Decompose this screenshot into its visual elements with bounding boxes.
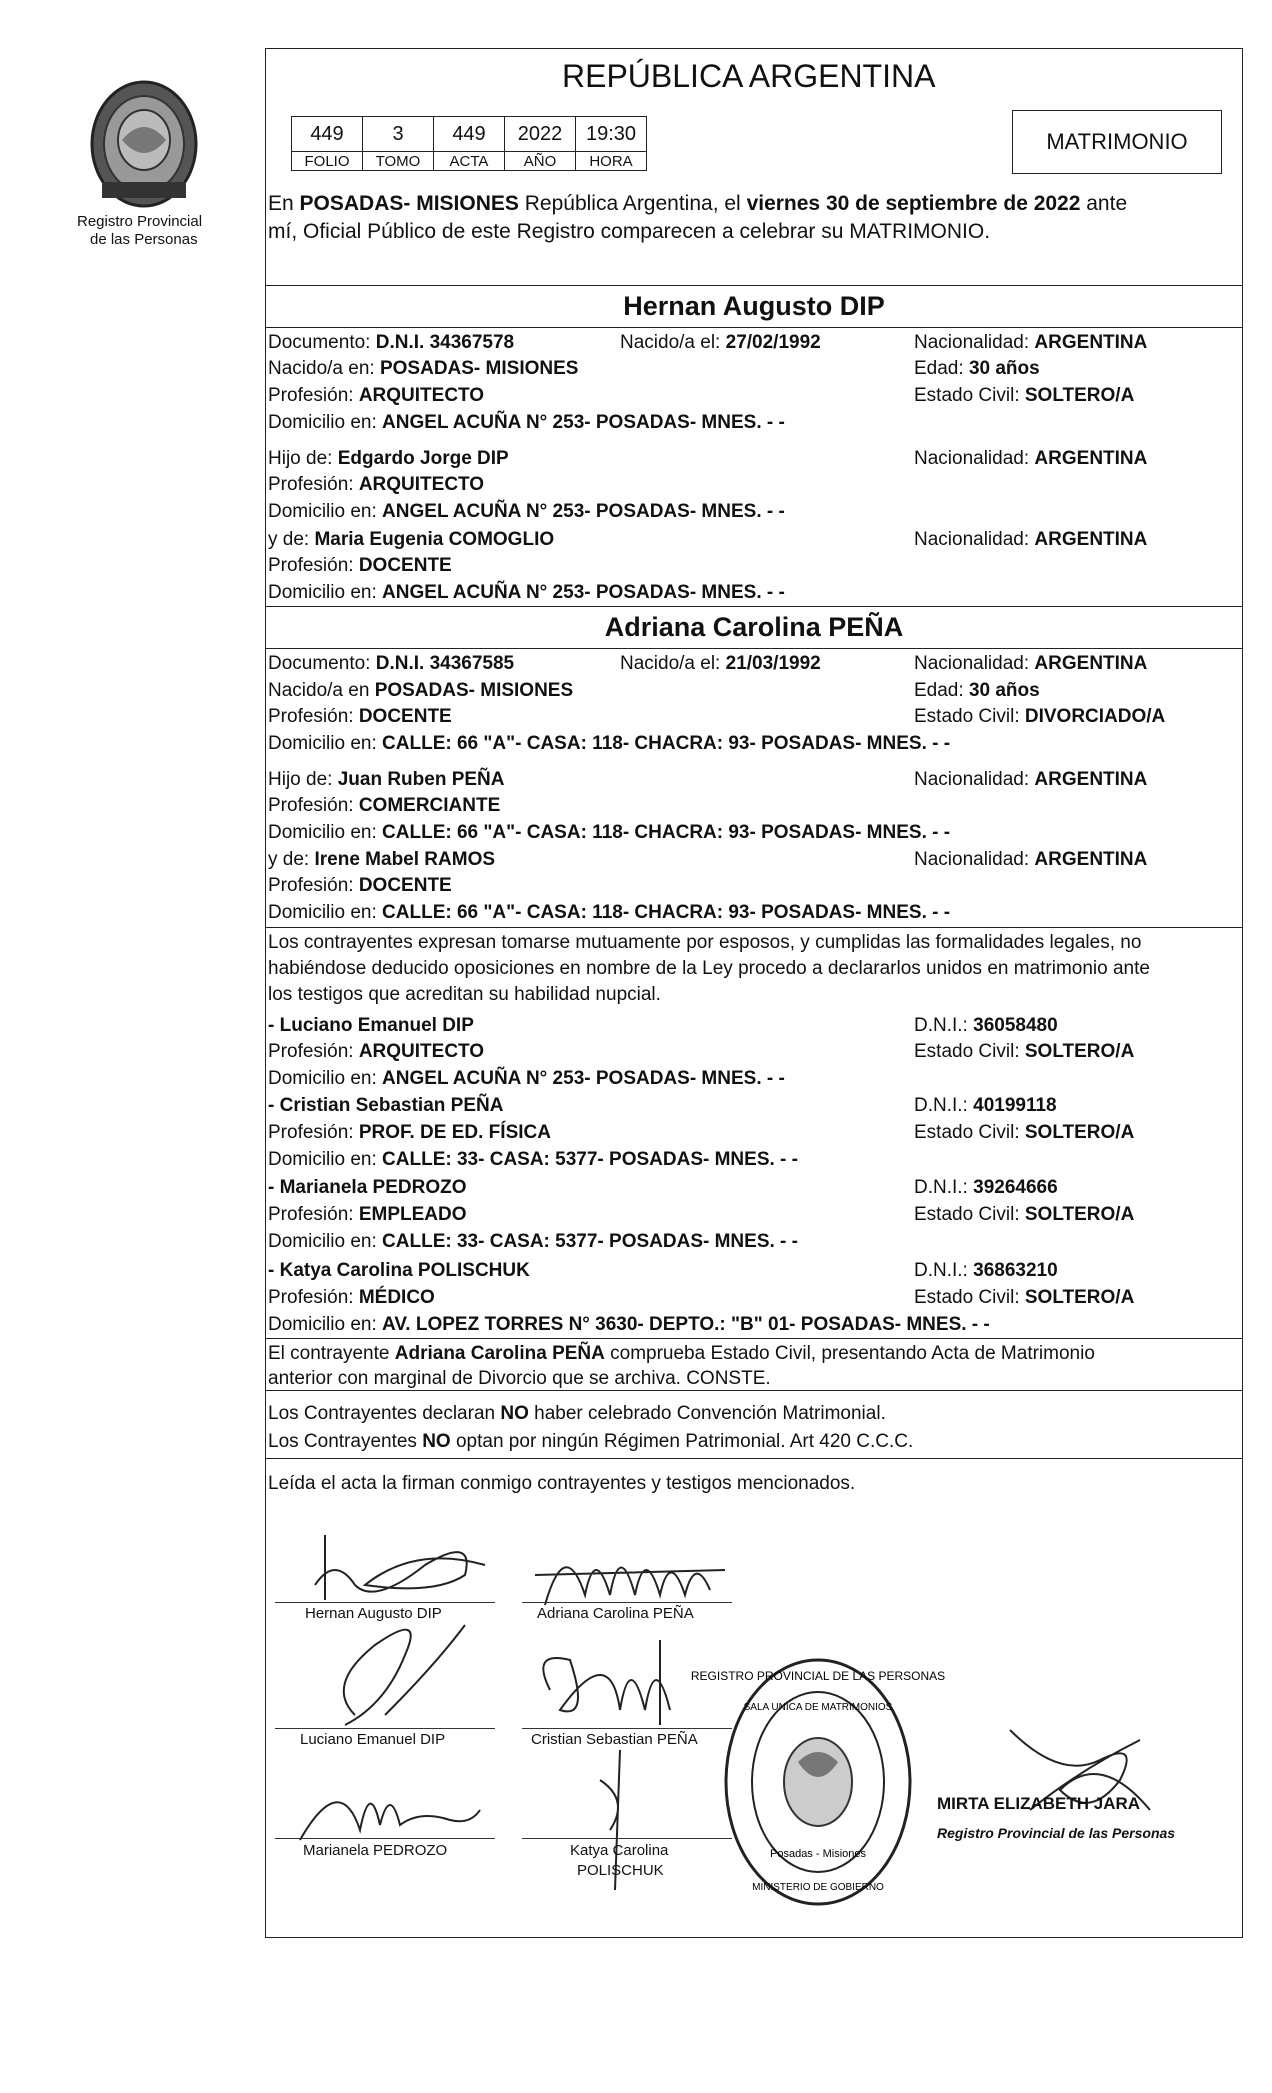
label: Nacionalidad: [914,769,1035,790]
witness-name: - Katya Carolina POLISCHUK [268,1260,530,1281]
signature-label-hernan: Hernan Augusto DIP [305,1605,442,1622]
label: Profesión: [268,875,359,896]
signature-label-marianela: Marianela PEDROZO [303,1842,448,1859]
label: Domicilio en: [268,582,383,603]
sigline-cristian [522,1728,732,1729]
emphasis: NO [422,1431,451,1452]
label: Domicilio en: [268,1149,383,1170]
divider-civil-proof [265,1338,1243,1339]
value: ANGEL ACUÑA N° 253- POSADAS- MNES. - - [382,582,785,603]
country-title: REPÚBLICA ARGENTINA [562,58,936,94]
spouse1-doc [268,332,514,354]
divider-conventions [265,1390,1243,1391]
seal-caption-line2: de las Personas [90,231,198,248]
witness-civil [914,1204,1134,1226]
label: Documento: [268,332,376,353]
label: D.N.I.: [914,1015,974,1036]
witness-name: - Cristian Sebastian PEÑA [268,1095,504,1116]
spouse1-prof [268,385,484,407]
label: Profesión: [268,706,359,727]
label: Domicilio en: [268,902,383,923]
value: SOLTERO/A [1024,1122,1135,1143]
witness-addr [268,1068,785,1090]
value: DOCENTE [358,706,452,727]
value: ARGENTINA [1034,448,1148,469]
value: DIVORCIADO/A [1024,706,1166,727]
sigline-adriana [522,1602,732,1603]
acta-label: ACTA [434,152,505,171]
tomo-value: 3 [363,117,434,152]
divider-spouse2-top [265,606,1243,607]
witness-dni [914,1015,1058,1037]
spouse1-mother-nat [914,529,1147,551]
spouse1-father-prof [268,474,484,496]
label: Nacionalidad: [914,529,1035,550]
signature-label-cristian: Cristian Sebastian PEÑA [531,1731,698,1748]
signature-label-katya-2: POLISCHUK [577,1862,664,1879]
witness-name: - Marianela PEDROZO [268,1177,467,1198]
label: Domicilio en: [268,501,383,522]
acta-value: 449 [434,117,505,152]
registry-logo [82,74,212,214]
spouse2-father [268,769,505,791]
label: Estado Civil: [914,1287,1025,1308]
stamp-text-ministry: MINISTERIO DE GOBIERNO [752,1882,884,1893]
declaration-line1: Los contrayentes expresan tomarse mutuamente por esposos, y cumplidas las formalidades legales, no [268,932,1142,953]
label: Hijo de: [268,769,338,790]
value: EMPLEADO [358,1204,467,1225]
spouse1-age [914,358,1040,380]
value: 30 años [968,358,1040,379]
label: Domicilio en: [268,822,383,843]
spouse1-civil [914,385,1134,407]
stamp-text-outer: REGISTRO PROVINCIAL DE LAS PERSONAS [690,1669,946,1683]
value: ARGENTINA [1034,653,1148,674]
intro-date: viernes 30 de septiembre de 2022 [746,192,1081,215]
declaration-line3: los testigos que acreditan su habilidad nupcial. [268,984,661,1005]
label: Nacido/a en [268,680,375,701]
value: CALLE: 66 "A"- CASA: 118- CHACRA: 93- POSADAS- MNES. - - [382,902,951,923]
value: Maria Eugenia COMOGLIO [314,529,555,550]
witness-dni [914,1177,1058,1199]
value: POSADAS- MISIONES [374,680,574,701]
witness-prof [268,1287,435,1309]
value: ANGEL ACUÑA N° 253- POSADAS- MNES. - - [382,1068,785,1089]
tomo-label: TOMO [363,152,434,171]
emphasis: NO [500,1403,529,1424]
value: COMERCIANTE [358,795,501,816]
value: CALLE: 33- CASA: 5377- POSADAS- MNES. - - [382,1149,798,1170]
anio-value: 2022 [505,117,576,152]
civil-proof-line1 [268,1343,1095,1365]
witness-addr [268,1149,798,1171]
spouse1-father-addr [268,501,785,523]
label: Profesión: [268,385,359,406]
value: SOLTERO/A [1024,1204,1135,1225]
spouse2-born [620,653,821,675]
label: Hijo de: [268,448,338,469]
value: SOLTERO/A [1024,1287,1135,1308]
conventions-line2 [268,1431,913,1453]
label: Documento: [268,653,376,674]
label: Edad: [914,358,969,379]
spouse2-nat [914,653,1147,675]
spouse1-born [620,332,821,354]
spouse1-father-nat [914,448,1147,470]
registry-stamp [690,1652,946,1912]
value: ARQUITECTO [358,474,485,495]
value: ARQUITECTO [358,1041,485,1062]
value: CALLE: 66 "A"- CASA: 118- CHACRA: 93- POSADAS- MNES. - - [382,822,951,843]
sigline-katya [522,1838,732,1839]
spouse1-birthplace [268,358,578,380]
label: Nacido/a el: [620,332,726,353]
stamp-text-inner: SALA UNICA DE MATRIMONIOS [743,1702,893,1713]
anio-label: AÑO [505,152,576,171]
spouse2-father-addr [268,822,950,844]
text-b: optan por ningún Régimen Patrimonial. Art 420 C.C.C. [450,1431,914,1452]
witness-civil [914,1041,1134,1063]
value: ARQUITECTO [358,385,485,406]
label: y de: [268,529,315,550]
value: 40199118 [973,1095,1057,1116]
spouse1-addr [268,412,785,434]
spouse1-father [268,448,509,470]
value: 39264666 [973,1177,1058,1198]
label: Nacido/a en: [268,358,380,379]
value: 21/03/1992 [725,653,821,674]
label: Nacionalidad: [914,849,1035,870]
value: CALLE: 66 "A"- CASA: 118- CHACRA: 93- POSADAS- MNES. - - [382,733,951,754]
closing-text: Leída el acta la firman conmigo contrayentes y testigos mencionados. [268,1473,856,1494]
intro-line1 [268,193,1127,215]
witness-name: - Luciano Emanuel DIP [268,1015,474,1036]
value: 30 años [968,680,1040,701]
declaration-line2: habiéndose deducido oposiciones en nombre de la Ley procedo a declararlos unidos en matrimonio ante [268,958,1150,979]
value: PROF. DE ED. FÍSICA [358,1122,551,1143]
intro-place: POSADAS- MISIONES [299,192,519,215]
value: 36058480 [973,1015,1058,1036]
label: Domicilio en: [268,1231,383,1252]
divider-header [265,285,1243,286]
signature-label-katya-1: Katya Carolina [570,1842,669,1859]
intro-line2: mí, Oficial Público de este Registro comparecen a celebrar su MATRIMONIO. [268,220,991,243]
spouse1-nat [914,332,1147,354]
text-b: haber celebrado Convención Matrimonial. [528,1403,886,1424]
value: D.N.I. 34367585 [375,653,515,674]
spouse2-doc [268,653,514,675]
spouse2-birthplace [268,680,573,702]
spouse2-name: Adriana Carolina PEÑA [604,612,904,642]
spouse2-civil [914,706,1165,728]
spouse1-mother-addr [268,582,785,604]
spouse2-addr [268,733,950,755]
value: SOLTERO/A [1024,1041,1135,1062]
label: Estado Civil: [914,706,1025,727]
label: Nacionalidad: [914,448,1035,469]
witness-dni [914,1095,1057,1117]
act-type-box: MATRIMONIO [1012,110,1222,174]
spouse2-mother [268,849,495,871]
spouse2-father-prof [268,795,500,817]
value: Irene Mabel RAMOS [314,849,496,870]
intro-text-b: República Argentina, el [518,192,747,215]
label: Domicilio en: [268,412,383,433]
label: Nacionalidad: [914,653,1035,674]
value: SOLTERO/A [1024,385,1135,406]
folio-label: FOLIO [292,152,363,171]
sigline-hernan [275,1602,495,1603]
spouse2-prof [268,706,452,728]
spouse-name: Adriana Carolina PEÑA [394,1343,605,1364]
label: Estado Civil: [914,385,1025,406]
label: Profesión: [268,1204,359,1225]
witness-civil [914,1287,1134,1309]
value: D.N.I. 34367578 [375,332,515,353]
seal-caption-line1: Registro Provincial [77,213,203,230]
text-a: El contrayente [268,1343,395,1364]
text-a: Los Contrayentes [268,1431,423,1452]
value: ANGEL ACUÑA N° 253- POSADAS- MNES. - - [382,501,785,522]
value: MÉDICO [358,1287,435,1308]
divider-closing [265,1458,1243,1459]
label: Profesión: [268,1122,359,1143]
value: Juan Ruben PEÑA [337,769,505,790]
label: Nacionalidad: [914,332,1035,353]
witness-dni [914,1260,1058,1282]
official-title: Registro Provincial de las Personas [937,1825,1176,1841]
value: 36863210 [973,1260,1058,1281]
label: Domicilio en: [268,1068,383,1089]
folio-value: 449 [292,117,363,152]
civil-proof-line2: anterior con marginal de Divorcio que se archiva. CONSTE. [268,1368,771,1389]
text-b: comprueba Estado Civil, presentando Acta de Matrimonio [604,1343,1095,1364]
value: ARGENTINA [1034,769,1148,790]
hora-label: HORA [576,152,647,171]
label: D.N.I.: [914,1095,974,1116]
witness-addr [268,1314,990,1336]
value: Edgardo Jorge DIP [337,448,509,469]
signature-luciano [285,1605,485,1735]
label: Profesión: [268,555,359,576]
value: ARGENTINA [1034,332,1148,353]
stamp-text-city: Posadas - Misiones [770,1848,866,1860]
spouse2-father-nat [914,769,1147,791]
hora-value: 19:30 [576,117,647,152]
text-a: Los Contrayentes declaran [268,1403,501,1424]
divider-spouse2-name [265,648,1243,649]
label: Profesión: [268,1041,359,1062]
value: ARGENTINA [1034,849,1148,870]
official-name: MIRTA ELIZABETH JARA [937,1794,1141,1813]
label: Estado Civil: [914,1041,1025,1062]
label: Domicilio en: [268,1314,383,1335]
value: DOCENTE [358,555,452,576]
label: Profesión: [268,474,359,495]
spouse1-name: Hernan Augusto DIP [623,291,885,321]
conventions-line1 [268,1403,886,1425]
witness-prof [268,1204,467,1226]
label: Edad: [914,680,969,701]
signature-label-luciano: Luciano Emanuel DIP [300,1731,446,1748]
value: ANGEL ACUÑA N° 253- POSADAS- MNES. - - [382,412,785,433]
label: y de: [268,849,315,870]
sigline-luciano [275,1728,495,1729]
label: D.N.I.: [914,1177,974,1198]
spouse2-mother-nat [914,849,1147,871]
intro-text-c: ante [1080,192,1128,215]
label: Estado Civil: [914,1204,1025,1225]
witness-addr [268,1231,798,1253]
intro-text-a: En [268,192,300,215]
registry-table [291,116,647,171]
value: DOCENTE [358,875,452,896]
spouse1-mother-prof [268,555,452,577]
value: AV. LOPEZ TORRES N° 3630- DEPTO.: "B" 01- POSADAS- MNES. - - [382,1314,990,1335]
value: CALLE: 33- CASA: 5377- POSADAS- MNES. - - [382,1231,798,1252]
label: Estado Civil: [914,1122,1025,1143]
sigline-marianela [275,1838,495,1839]
label: D.N.I.: [914,1260,974,1281]
label: Nacido/a el: [620,653,726,674]
spouse1-mother [268,529,554,551]
label: Profesión: [268,1287,359,1308]
spouse2-mother-addr [268,902,950,924]
witness-prof [268,1122,551,1144]
value: POSADAS- MISIONES [379,358,579,379]
label: Profesión: [268,795,359,816]
label: Domicilio en: [268,733,383,754]
signature-label-adriana: Adriana Carolina PEÑA [537,1605,694,1622]
witness-civil [914,1122,1134,1144]
spouse2-age [914,680,1040,702]
value: ARGENTINA [1034,529,1148,550]
divider-spouse1-name [265,327,1243,328]
value: 27/02/1992 [725,332,821,353]
divider-declaration [265,927,1243,928]
spouse2-mother-prof [268,875,452,897]
witness-prof [268,1041,484,1063]
